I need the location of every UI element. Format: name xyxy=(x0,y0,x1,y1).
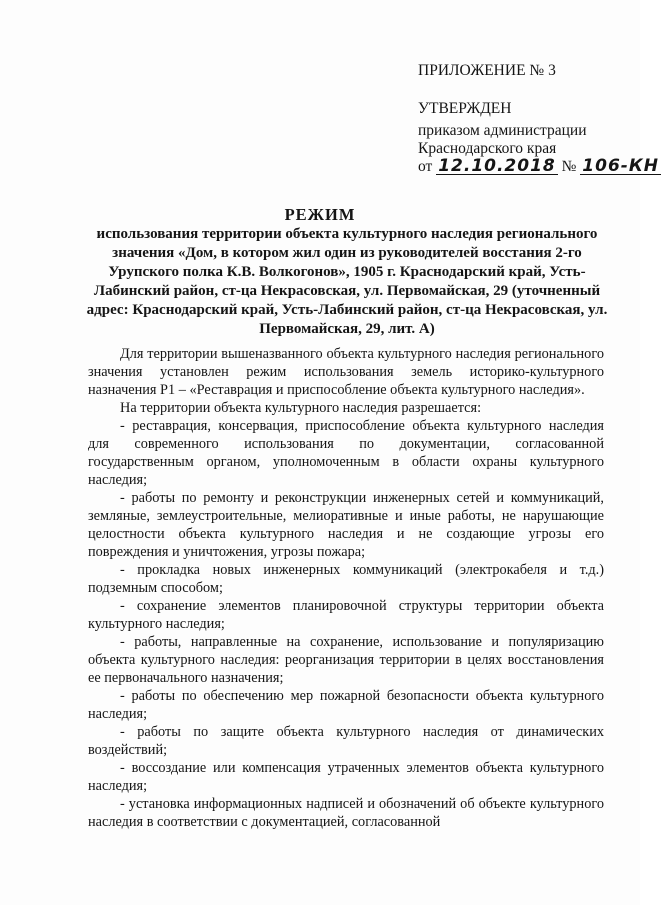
appendix-label: ПРИЛОЖЕНИЕ № 3 xyxy=(418,62,556,79)
list-item: - установка информационных надписей и обозначений об объекте культурного наследия в соответствии с документацией, согласованной xyxy=(88,796,604,830)
allowed-list xyxy=(88,417,604,831)
list-item: - работы по защите объекта культурного наследия от динамических воздействий; xyxy=(88,724,604,758)
allowed-heading: На территории объекта культурного наследия разрешается: xyxy=(120,400,482,416)
document-subtitle: использования территории объекта культурного наследия регионального значения «Дом, в котором жил один из руководителей восстания 2-го Урупского полка К.В. Волкогонов», 1905 г. Краснодарский край, Усть-Лабинский район, ст-ца Некрасовская, ул. Первомайская, 29 (уточненный адрес: Краснодарский край, Усть-Лабинский район, ст-ца Некрасовская, ул. Первомайская, 29, лит. А) xyxy=(86,226,608,337)
approved-heading: УТВЕРЖДЕН xyxy=(418,100,512,117)
list-item: - работы, направленные на сохранение, использование и популяризацию объекта культурного наследия: реорганизация территории в целях восстановления ее первоначального назначения; xyxy=(88,634,604,686)
approved-by-line-2: Краснодарского края xyxy=(418,140,557,157)
document-title: РЕЖИМ xyxy=(284,205,356,224)
approved-by-line-1: приказом администрации xyxy=(418,122,587,139)
list-item: - воссоздание или компенсация утраченных элементов объекта культурного наследия; xyxy=(88,760,604,794)
document-body xyxy=(88,345,604,831)
order-date-line xyxy=(418,158,661,176)
handwritten-date: 12.10.2018 xyxy=(438,156,556,176)
handwritten-order-number: 106-КН xyxy=(582,156,659,176)
list-item: - реставрация, консервация, приспособление объекта культурного наследия для современного использования по документации, согласованной государственным органом, уполномоченным в области охраны культурного наследия; xyxy=(88,418,604,488)
list-item: - прокладка новых инженерных коммуникаций (электрокабеля и т.д.) подземным способом; xyxy=(88,562,604,596)
date-prefix: от xyxy=(418,158,433,175)
intro-paragraph: Для территории вышеназванного объекта культурного наследия регионального значения установлен режим использования земель историко-культурного назначения Р1 – «Реставрация и приспособление объекта культурного наследия». xyxy=(88,346,604,398)
list-item: - работы по обеспечению мер пожарной безопасности объекта культурного наследия; xyxy=(88,688,604,722)
list-item: - работы по ремонту и реконструкции инженерных сетей и коммуникаций, земляные, землеустроительные, мелиоративные и иные работы, не нарушающие целостности объекта культурного наследия и не создающие угрозы его повреждения и уничтожения, угрозы пожара; xyxy=(88,490,604,560)
number-prefix: № xyxy=(561,158,577,175)
list-item: - сохранение элементов планировочной структуры территории объекта культурного наследия; xyxy=(88,598,604,632)
approval-block xyxy=(418,100,661,176)
